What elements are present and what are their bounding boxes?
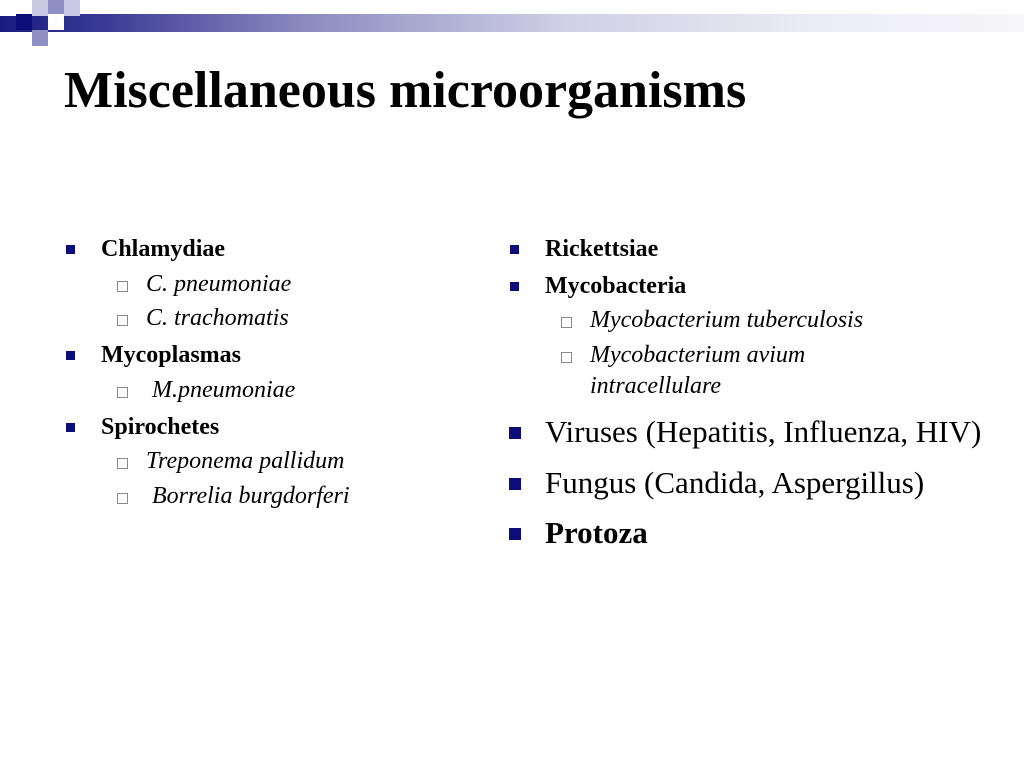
sub-bullet-item xyxy=(109,375,464,406)
filled-square-icon xyxy=(510,245,519,254)
bullet-item-mycobacteria xyxy=(508,271,1008,302)
bullet-item-spirochetes xyxy=(64,412,464,443)
bullet-label: Mycobacteria xyxy=(545,272,687,299)
sub-bullet-item xyxy=(109,303,464,334)
sub-bullet-item xyxy=(553,340,890,401)
filled-square-icon xyxy=(510,282,519,291)
header-square-decoration xyxy=(16,14,32,30)
filled-square-icon xyxy=(66,423,75,432)
hollow-square-icon xyxy=(117,281,128,292)
bullet-label: Mycoplasmas xyxy=(101,342,241,369)
sub-bullet-label: Borrelia burgdorferi xyxy=(146,483,350,510)
sub-bullet-label: C. pneumoniae xyxy=(146,270,292,297)
bullet-item-viruses xyxy=(508,412,995,453)
right-column xyxy=(508,228,1008,558)
sub-bullet-label: M.pneumoniae xyxy=(146,376,296,403)
hollow-square-icon xyxy=(117,315,128,326)
bullet-item-mycoplasmas xyxy=(64,340,464,371)
hollow-square-icon xyxy=(561,317,572,328)
sub-bullet-item xyxy=(109,446,464,477)
hollow-square-icon xyxy=(117,493,128,504)
bullet-label: Chlamydiae xyxy=(101,236,226,262)
bullet-label: Viruses (Hepatitis, Influenza, HIV) xyxy=(545,413,982,449)
bullet-item-rickettsiae xyxy=(508,234,1008,265)
bullet-label: Spirochetes xyxy=(101,413,220,440)
bullet-item-chlamydiae xyxy=(64,234,464,265)
sub-bullet-label: Mycobacterium avium intracellulare xyxy=(590,342,806,399)
header-gradient-bar xyxy=(0,14,1024,32)
bullet-label: Rickettsiae xyxy=(545,236,659,262)
left-column xyxy=(64,228,464,515)
bullet-label: Protoza xyxy=(545,515,648,551)
bullet-item-fungus xyxy=(508,463,1008,504)
filled-square-icon xyxy=(66,245,75,254)
hollow-square-icon xyxy=(117,458,128,469)
filled-square-icon xyxy=(509,528,521,540)
sub-bullet-label: Treponema pallidum xyxy=(146,448,345,475)
hollow-square-icon xyxy=(117,387,128,398)
header-square-decoration xyxy=(32,0,48,16)
header-square-decoration xyxy=(64,0,80,16)
filled-square-icon xyxy=(509,478,521,490)
bullet-item-protoza xyxy=(508,513,1008,554)
sub-bullet-item xyxy=(109,269,464,300)
sub-bullet-label: C. trachomatis xyxy=(146,305,289,332)
sub-bullet-item xyxy=(109,481,464,512)
sub-bullet-item xyxy=(553,305,1008,336)
sub-bullet-label: Mycobacterium tuberculosis xyxy=(590,307,864,334)
filled-square-icon xyxy=(66,351,75,360)
filled-square-icon xyxy=(509,427,521,439)
hollow-square-icon xyxy=(561,352,572,363)
bullet-label: Fungus (Candida, Aspergillus) xyxy=(545,464,925,500)
header-square-decoration xyxy=(0,0,16,16)
header-square-decoration xyxy=(48,14,64,30)
slide-title: Miscellaneous microorganisms xyxy=(64,62,747,119)
header-square-decoration xyxy=(32,30,48,46)
